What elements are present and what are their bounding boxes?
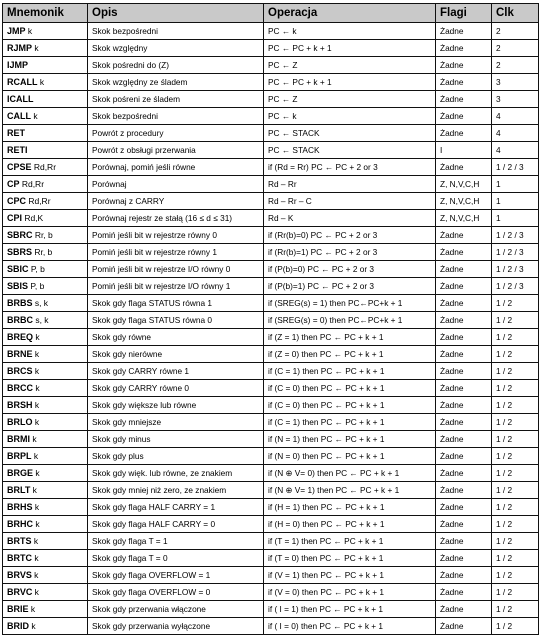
mnemonic: BRGE (7, 468, 34, 478)
flags-cell: Żadne (436, 159, 492, 176)
clock-cell: 1 / 2 / 3 (492, 278, 539, 295)
flags-cell: Żadne (436, 533, 492, 550)
table-row (3, 584, 539, 601)
mnemonic-cell (3, 618, 88, 635)
clock-cell: 2 (492, 57, 539, 74)
mnemonic-cell (3, 210, 88, 227)
mnemonic: BRPL (7, 451, 32, 461)
clock-cell: 1 / 2 / 3 (492, 227, 539, 244)
header-mnemonik: Mnemonik (3, 4, 88, 23)
operation-cell: PC ← Z (264, 91, 436, 108)
operation-cell: if (V = 1) then PC ← PC + k + 1 (264, 567, 436, 584)
clock-cell: 1 / 2 (492, 533, 539, 550)
description-cell: Porównaj rejestr ze stałą (16 ≤ d ≤ 31) (88, 210, 264, 227)
table-row (3, 176, 539, 193)
description-cell: Porównaj (88, 176, 264, 193)
description-cell: Skok pośreni ze śladem (88, 91, 264, 108)
mnemonic: CALL (7, 111, 31, 121)
clock-cell: 2 (492, 23, 539, 40)
description-cell: Skok gdy plus (88, 448, 264, 465)
table-row (3, 516, 539, 533)
clock-cell: 1 / 2 (492, 380, 539, 397)
mnemonic: BRLO (7, 417, 33, 427)
operands: k (32, 485, 37, 495)
mnemonic: CP (7, 179, 20, 189)
mnemonic-cell (3, 601, 88, 618)
operands: P, b (30, 281, 45, 291)
clock-cell: 1 (492, 193, 539, 210)
clock-cell: 1 / 2 (492, 618, 539, 635)
operation-cell: if (T = 0) then PC ← PC + k + 1 (264, 550, 436, 567)
mnemonic-cell (3, 142, 88, 159)
mnemonic-cell (3, 499, 88, 516)
operation-cell: Rd – K (264, 210, 436, 227)
mnemonic: RJMP (7, 43, 33, 53)
operation-cell: if (P(b)=0) PC ← PC + 2 or 3 (264, 261, 436, 278)
clock-cell: 4 (492, 125, 539, 142)
operation-cell: PC ← STACK (264, 142, 436, 159)
mnemonic: SBIS (7, 281, 29, 291)
table-row (3, 448, 539, 465)
operation-cell: if (N ⊕ V= 1) then PC ← PC + k + 1 (264, 482, 436, 499)
operands: k (34, 400, 40, 410)
mnemonic-cell (3, 193, 88, 210)
operation-cell: if (Rr(b)=1) PC ← PC + 2 or 3 (264, 244, 436, 261)
operation-cell: if (C = 1) then PC ← PC + k + 1 (264, 363, 436, 380)
mnemonic-cell (3, 363, 88, 380)
clock-cell: 1 / 2 (492, 584, 539, 601)
flags-cell: Żadne (436, 261, 492, 278)
mnemonic-cell (3, 380, 88, 397)
clock-cell: 1 (492, 210, 539, 227)
mnemonic-cell (3, 176, 88, 193)
mnemonic: BREQ (7, 332, 34, 342)
table-row (3, 499, 539, 516)
mnemonic: BRID (7, 621, 29, 631)
flags-cell: Żadne (436, 380, 492, 397)
operands: Rr, b (34, 230, 53, 240)
operands: k (35, 383, 40, 393)
table-row (3, 380, 539, 397)
description-cell: Skok gdy flaga HALF CARRY = 0 (88, 516, 264, 533)
mnemonic: JMP (7, 26, 26, 36)
mnemonic: BRHS (7, 502, 33, 512)
mnemonic-cell (3, 397, 88, 414)
mnemonic: BRVC (7, 587, 33, 597)
operation-cell: if (Rr(b)=0) PC ← PC + 2 or 3 (264, 227, 436, 244)
clock-cell: 1 / 2 (492, 431, 539, 448)
mnemonic-cell (3, 23, 88, 40)
clock-cell: 1 / 2 (492, 550, 539, 567)
description-cell: Skok gdy flaga OVERFLOW = 0 (88, 584, 264, 601)
description-cell: Skok gdy minus (88, 431, 264, 448)
flags-cell: Żadne (436, 278, 492, 295)
mnemonic: BRCS (7, 366, 33, 376)
operation-cell: if (SREG(s) = 0) then PC←PC+k + 1 (264, 312, 436, 329)
clock-cell: 1 / 2 (492, 465, 539, 482)
flags-cell: Żadne (436, 125, 492, 142)
mnemonic-cell (3, 414, 88, 431)
operands: k (34, 553, 39, 563)
operands: Rd,Rr (21, 179, 45, 189)
clock-cell: 1 (492, 176, 539, 193)
flags-cell: Żadne (436, 108, 492, 125)
mnemonic: BRTC (7, 553, 32, 563)
table-row (3, 431, 539, 448)
flags-cell: Z, N,V,C,H (436, 210, 492, 227)
mnemonic: BRNE (7, 349, 33, 359)
flags-cell: Żadne (436, 618, 492, 635)
mnemonic: RETI (7, 145, 28, 155)
flags-cell: Żadne (436, 244, 492, 261)
flags-cell: Żadne (436, 550, 492, 567)
operation-cell: if (C = 1) then PC ← PC + k + 1 (264, 414, 436, 431)
description-cell: Powrót z obsługi przerwania (88, 142, 264, 159)
operation-cell: PC ← k (264, 23, 436, 40)
table-row (3, 244, 539, 261)
table-row (3, 40, 539, 57)
operation-cell: PC ← Z (264, 57, 436, 74)
table-row (3, 210, 539, 227)
flags-cell: Żadne (436, 91, 492, 108)
clock-cell: 1 / 2 (492, 329, 539, 346)
instruction-rows (3, 23, 539, 635)
operands: k (34, 366, 40, 376)
description-cell: Skok gdy przerwania wyłączone (88, 618, 264, 635)
table-row (3, 567, 539, 584)
clock-cell: 1 / 2 (492, 516, 539, 533)
operation-cell: Rd – Rr (264, 176, 436, 193)
mnemonic: BRSH (7, 400, 33, 410)
operands: k (27, 26, 33, 36)
operands: P, b (30, 264, 45, 274)
table-row (3, 601, 539, 618)
operands: Rd,Rr (33, 162, 57, 172)
flags-cell: Z, N,V,C,H (436, 176, 492, 193)
table-row (3, 550, 539, 567)
clock-cell: 1 / 2 (492, 414, 539, 431)
table-row (3, 397, 539, 414)
description-cell: Pomiń jeśli bit w rejestrze I/O równy 1 (88, 278, 264, 295)
mnemonic: IJMP (7, 60, 29, 70)
operands: k (31, 621, 36, 631)
mnemonic: RCALL (7, 77, 38, 87)
description-cell: Skok gdy CARRY równe 0 (88, 380, 264, 397)
mnemonic: RET (7, 128, 25, 138)
description-cell: Skok gdy równe (88, 329, 264, 346)
table-row (3, 108, 539, 125)
mnemonic: CPI (7, 213, 23, 223)
clock-cell: 1 / 2 (492, 482, 539, 499)
table-row (3, 346, 539, 363)
flags-cell: Żadne (436, 465, 492, 482)
table-row (3, 91, 539, 108)
operation-cell: if (N ⊕ V= 0) then PC ← PC + k + 1 (264, 465, 436, 482)
operands: k (33, 451, 39, 461)
table-row (3, 363, 539, 380)
description-cell: Skok gdy CARRY równe 1 (88, 363, 264, 380)
operands: k (35, 468, 40, 478)
description-cell: Skok gdy flaga T = 0 (88, 550, 264, 567)
header-row (3, 4, 539, 23)
operands: Rd,K (24, 213, 44, 223)
flags-cell: I (436, 142, 492, 159)
operation-cell: if (H = 0) then PC ← PC + k + 1 (264, 516, 436, 533)
operands: k (35, 519, 40, 529)
operation-cell: if (N = 0) then PC ← PC + k + 1 (264, 448, 436, 465)
table-row (3, 227, 539, 244)
description-cell: Skok gdy większe lub równe (88, 397, 264, 414)
mnemonic-cell (3, 550, 88, 567)
flags-cell: Żadne (436, 312, 492, 329)
operation-cell: PC ← k (264, 108, 436, 125)
mnemonic-cell (3, 567, 88, 584)
description-cell: Skok gdy nierówne (88, 346, 264, 363)
description-cell: Skok pośredni do (Z) (88, 57, 264, 74)
operation-cell: PC ← PC + k + 1 (264, 74, 436, 91)
description-cell: Skok gdy mniejsze (88, 414, 264, 431)
clock-cell: 1 / 2 / 3 (492, 244, 539, 261)
clock-cell: 1 / 2 (492, 601, 539, 618)
flags-cell: Żadne (436, 363, 492, 380)
operands: s, k (35, 315, 49, 325)
clock-cell: 1 / 2 / 3 (492, 261, 539, 278)
operands: k (34, 570, 39, 580)
description-cell: Pomiń jeśli bit w rejestrze równy 1 (88, 244, 264, 261)
mnemonic: BRIE (7, 604, 29, 614)
table-row (3, 329, 539, 346)
description-cell: Skok bezpośredni (88, 108, 264, 125)
table-row (3, 414, 539, 431)
table-row (3, 125, 539, 142)
mnemonic: CPSE (7, 162, 32, 172)
mnemonic-cell (3, 91, 88, 108)
operation-cell: if (T = 1) then PC ← PC + k + 1 (264, 533, 436, 550)
table-row (3, 278, 539, 295)
operation-cell: if (Rd = Rr) PC ← PC + 2 or 3 (264, 159, 436, 176)
description-cell: Skok gdy mniej niż zero, ze znakiem (88, 482, 264, 499)
flags-cell: Żadne (436, 74, 492, 91)
mnemonic-cell (3, 346, 88, 363)
description-cell: Pomiń jeśli bit w rejestrze równy 0 (88, 227, 264, 244)
flags-cell: Żadne (436, 499, 492, 516)
mnemonic: SBRS (7, 247, 33, 257)
description-cell: Skok gdy przerwania włączone (88, 601, 264, 618)
operation-cell: if ( I = 0) then PC ← PC + k + 1 (264, 618, 436, 635)
operands: k (34, 587, 39, 597)
description-cell: Skok gdy flaga STATUS równa 1 (88, 295, 264, 312)
table-row (3, 618, 539, 635)
operands: Rr, b (34, 247, 53, 257)
mnemonic: BRLT (7, 485, 31, 495)
mnemonic-cell (3, 465, 88, 482)
description-cell: Skok względny (88, 40, 264, 57)
operands: s, k (34, 298, 49, 308)
operation-cell: if (P(b)=1) PC ← PC + 2 or 3 (264, 278, 436, 295)
description-cell: Pomiń jeśli bit w rejestrze I/O równy 0 (88, 261, 264, 278)
table-row (3, 57, 539, 74)
clock-cell: 1 / 2 (492, 397, 539, 414)
clock-cell: 1 / 2 (492, 363, 539, 380)
clock-cell: 1 / 2 (492, 295, 539, 312)
flags-cell: Żadne (436, 397, 492, 414)
mnemonic-cell (3, 312, 88, 329)
operands: k (39, 77, 45, 87)
table-row (3, 23, 539, 40)
description-cell: Skok bezpośredni (88, 23, 264, 40)
mnemonic: BRTS (7, 536, 32, 546)
table-row (3, 142, 539, 159)
operands: Rd,Rr (28, 196, 51, 206)
mnemonic-cell (3, 431, 88, 448)
operation-cell: Rd – Rr – C (264, 193, 436, 210)
table-row (3, 159, 539, 176)
operands: k (35, 332, 40, 342)
flags-cell: Żadne (436, 567, 492, 584)
operands: k (30, 604, 36, 614)
operands: k (34, 502, 40, 512)
clock-cell: 4 (492, 142, 539, 159)
header-flagi: Flagi (436, 4, 492, 23)
flags-cell: Żadne (436, 601, 492, 618)
mnemonic-cell (3, 278, 88, 295)
description-cell: Powrót z procedury (88, 125, 264, 142)
flags-cell: Żadne (436, 431, 492, 448)
operation-cell: PC ← STACK (264, 125, 436, 142)
mnemonic-cell (3, 108, 88, 125)
mnemonic-cell (3, 516, 88, 533)
operation-cell: PC ← PC + k + 1 (264, 40, 436, 57)
description-cell: Skok gdy flaga STATUS równa 0 (88, 312, 264, 329)
mnemonic-cell (3, 244, 88, 261)
operands: k (34, 417, 40, 427)
operation-cell: if (H = 1) then PC ← PC + k + 1 (264, 499, 436, 516)
clock-cell: 1 / 2 (492, 567, 539, 584)
description-cell: Skok gdy więk. lub równe, ze znakiem (88, 465, 264, 482)
mnemonic-cell (3, 40, 88, 57)
mnemonic: SBIC (7, 264, 29, 274)
operands: k (33, 536, 39, 546)
operation-cell: if (C = 0) then PC ← PC + k + 1 (264, 380, 436, 397)
mnemonic: ICALL (7, 94, 34, 104)
clock-cell: 1 / 2 / 3 (492, 159, 539, 176)
description-cell: Skok względny ze śladem (88, 74, 264, 91)
flags-cell: Żadne (436, 23, 492, 40)
clock-cell: 1 / 2 (492, 346, 539, 363)
mnemonic: BRCC (7, 383, 33, 393)
clock-cell: 2 (492, 40, 539, 57)
flags-cell: Żadne (436, 482, 492, 499)
mnemonic: BRBC (7, 315, 33, 325)
operation-cell: if (Z = 1) then PC ← PC + k + 1 (264, 329, 436, 346)
mnemonic: BRMI (7, 434, 30, 444)
table-row (3, 482, 539, 499)
table-row (3, 295, 539, 312)
mnemonic: BRVS (7, 570, 32, 580)
flags-cell: Z, N,V,C,H (436, 193, 492, 210)
table-row (3, 193, 539, 210)
flags-cell: Żadne (436, 295, 492, 312)
mnemonic-cell (3, 159, 88, 176)
clock-cell: 1 / 2 (492, 312, 539, 329)
flags-cell: Żadne (436, 584, 492, 601)
flags-cell: Żadne (436, 346, 492, 363)
flags-cell: Żadne (436, 414, 492, 431)
mnemonic-cell (3, 57, 88, 74)
table-row (3, 74, 539, 91)
flags-cell: Żadne (436, 57, 492, 74)
mnemonic: CPC (7, 196, 27, 206)
operation-cell: if (N = 1) then PC ← PC + k + 1 (264, 431, 436, 448)
description-cell: Porównaj z CARRY (88, 193, 264, 210)
mnemonic-cell (3, 482, 88, 499)
mnemonic-cell (3, 74, 88, 91)
mnemonic-cell (3, 227, 88, 244)
operation-cell: if (V = 0) then PC ← PC + k + 1 (264, 584, 436, 601)
flags-cell: Żadne (436, 227, 492, 244)
mnemonic: BRBS (7, 298, 33, 308)
instruction-table (2, 3, 539, 635)
operands: k (34, 349, 40, 359)
table-row (3, 261, 539, 278)
operation-cell: if (Z = 0) then PC ← PC + k + 1 (264, 346, 436, 363)
clock-cell: 1 / 2 (492, 448, 539, 465)
operation-cell: if (C = 0) then PC ← PC + k + 1 (264, 397, 436, 414)
description-cell: Skok gdy flaga HALF CARRY = 1 (88, 499, 264, 516)
mnemonic-cell (3, 584, 88, 601)
table-row (3, 465, 539, 482)
operation-cell: if ( I = 1) then PC ← PC + k + 1 (264, 601, 436, 618)
flags-cell: Żadne (436, 516, 492, 533)
table-row (3, 312, 539, 329)
mnemonic-cell (3, 329, 88, 346)
clock-cell: 3 (492, 74, 539, 91)
header-opis: Opis (88, 4, 264, 23)
flags-cell: Żadne (436, 448, 492, 465)
header-operacja: Operacja (264, 4, 436, 23)
clock-cell: 1 / 2 (492, 499, 539, 516)
operands: k (33, 111, 38, 121)
clock-cell: 4 (492, 108, 539, 125)
mnemonic-cell (3, 448, 88, 465)
mnemonic-cell (3, 533, 88, 550)
description-cell: Porównaj, pomiń jeśli równe (88, 159, 264, 176)
description-cell: Skok gdy flaga T = 1 (88, 533, 264, 550)
table-row (3, 533, 539, 550)
description-cell: Skok gdy flaga OVERFLOW = 1 (88, 567, 264, 584)
flags-cell: Żadne (436, 329, 492, 346)
clock-cell: 3 (492, 91, 539, 108)
mnemonic: BRHC (7, 519, 33, 529)
mnemonic-cell (3, 125, 88, 142)
operands: k (34, 43, 39, 53)
header-clk: Clk (492, 4, 539, 23)
operation-cell: if (SREG(s) = 1) then PC←PC+k + 1 (264, 295, 436, 312)
operands: k (32, 434, 37, 444)
mnemonic-cell (3, 295, 88, 312)
mnemonic-cell (3, 261, 88, 278)
mnemonic: SBRC (7, 230, 33, 240)
flags-cell: Żadne (436, 40, 492, 57)
